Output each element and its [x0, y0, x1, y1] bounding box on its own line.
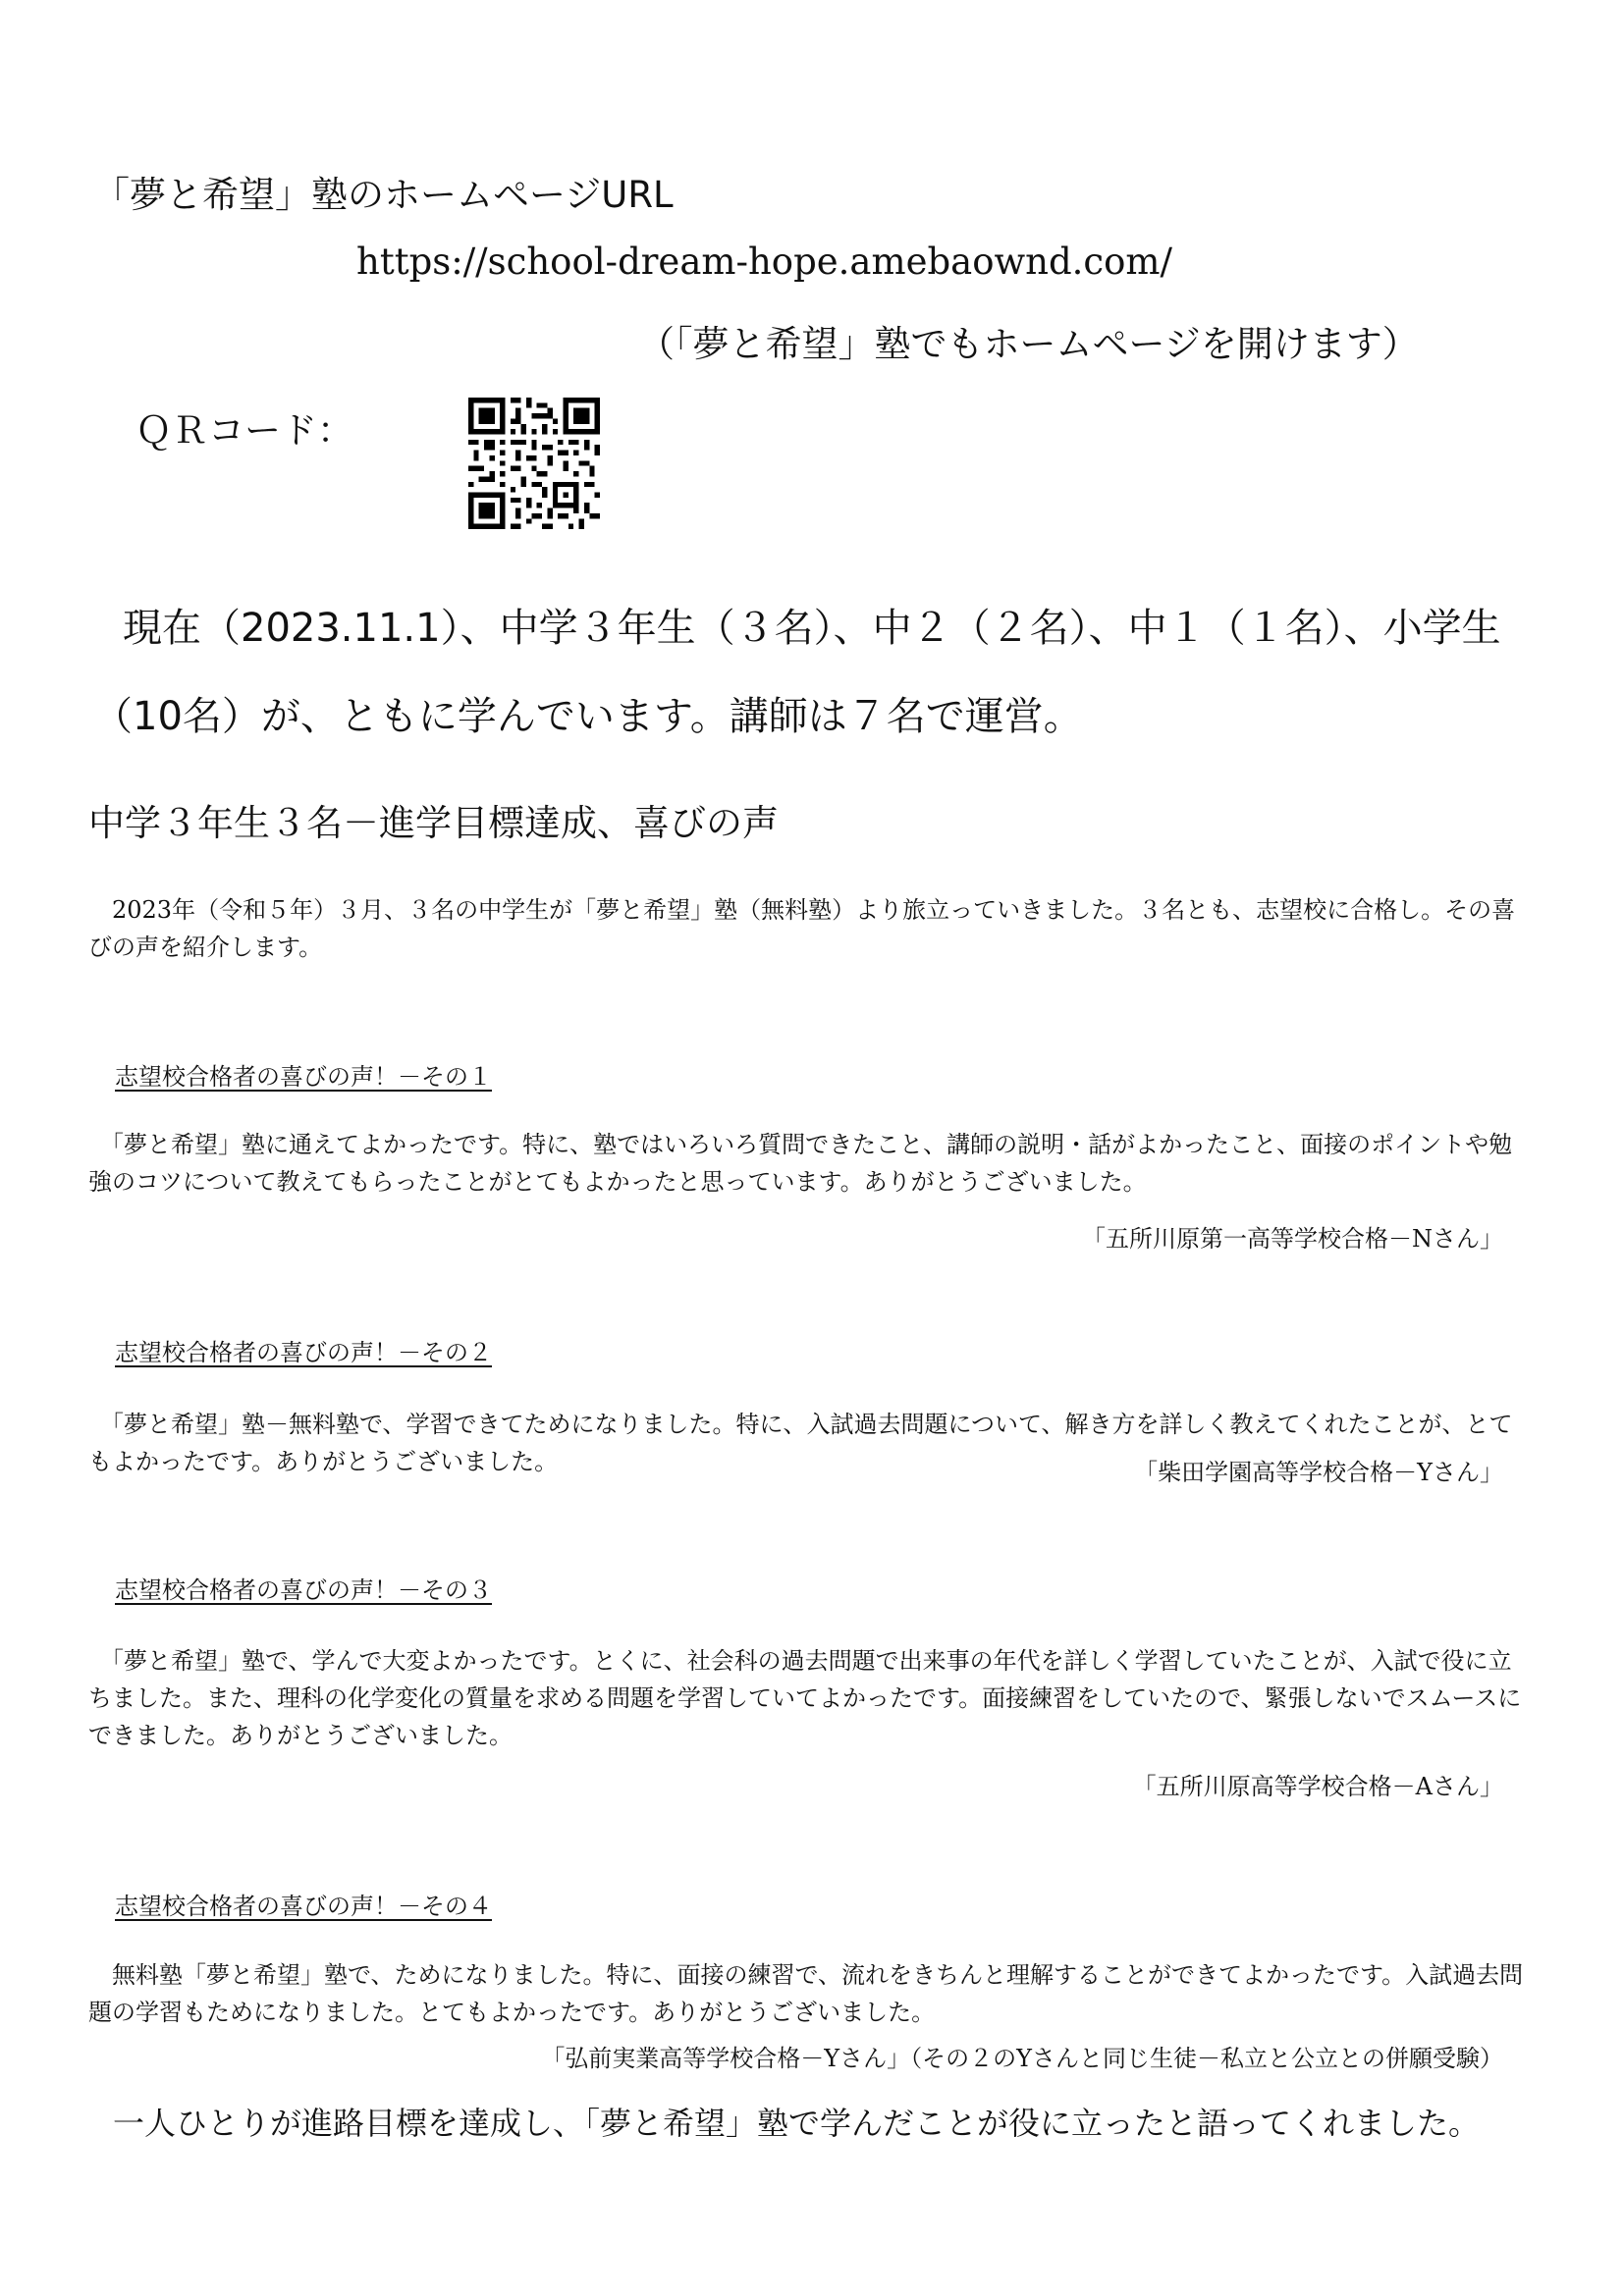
voice-title: 志望校合格者の喜びの声！－その１: [115, 1063, 492, 1091]
qr-code-label: ＱＲコード：: [135, 409, 353, 452]
qr-code-image[interactable]: [468, 398, 600, 529]
voice-title: 志望校合格者の喜びの声！－その３: [115, 1576, 492, 1604]
section-title: 中学３年生３名－進学目標達成、喜びの声: [88, 802, 779, 844]
voice-body-text: 「夢と希望」塾に通えてよかったです。特に、塾ではいろいろ質問できたこと、講師の説明・話がよかったこと、面接のポイントや勉強のコツについて教えてもらったことがとてもよかったと思っています。ありがとうございました。: [88, 1131, 1513, 1196]
section-intro: [88, 891, 1532, 966]
homepage-heading: 「夢と希望」塾のホームページURL: [93, 174, 674, 216]
closing-statement: 一人ひとりが進路目標を達成し、「夢と希望」塾で学んだことが役に立ったと語ってくれました。: [113, 2105, 1481, 2142]
enrollment-status-text: 現在（2023.11.1）、中学３年生（３名）、中２（２名）、中１（１名）、小学生（10名）が、ともに学んでいます。講師は７名で運営。: [93, 606, 1501, 739]
voice-title: 志望校合格者の喜びの声！－その２: [115, 1339, 492, 1366]
voice-body: [88, 1126, 1532, 1201]
voice-signature: 「弘前実業高等学校合格－Yさん」（その２のYさんと同じ生徒－私立と公立との併願受験）: [541, 2045, 1503, 2072]
voice-body-text: 「夢と希望」塾－無料塾で、学習できてためになりました。特に、入試過去問題について、解き方を詳しく教えてくれたことが、とてもよかったです。ありがとうございました。: [88, 1411, 1513, 1475]
homepage-url-link[interactable]: https://school-dream-hope.amebaownd.com/: [356, 240, 1172, 283]
enrollment-status: [93, 584, 1537, 761]
voice-signature: 「五所川原高等学校合格－Aさん」: [1132, 1773, 1503, 1800]
voice-body: [88, 1642, 1532, 1754]
section-intro-text: 2023年（令和５年）３月、３名の中学生が「夢と希望」塾（無料塾）より旅立っていきました。３名とも、志望校に合格し。その喜びの声を紹介します。: [88, 896, 1516, 961]
voice-body-text: 「夢と希望」塾で、学んで大変よかったです。とくに、社会科の過去問題で出来事の年代を詳しく学習していたことが、入試で役に立ちました。また、理科の化学変化の質量を求める問題を学習していてよかったです。面接練習をしていたので、緊張しないでスムースにできました。ありがとうございました。: [88, 1647, 1522, 1749]
voice-body-text: 無料塾「夢と希望」塾で、ためになりました。特に、面接の練習で、流れをきちんと理解することができてよかったです。入試過去問題の学習もためになりました。とてもよかったです。ありがとうございました。: [88, 1961, 1524, 2026]
voice-body: [88, 1956, 1532, 2031]
voice-signature: 「柴田学園高等学校合格－Yさん」: [1134, 1459, 1503, 1486]
voice-title: 志望校合格者の喜びの声！－その４: [115, 1893, 492, 1920]
homepage-note: （「夢と希望」塾でもホームページを開けます）: [638, 323, 1419, 365]
voice-signature: 「五所川原第一高等学校合格－Nさん」: [1082, 1225, 1503, 1253]
